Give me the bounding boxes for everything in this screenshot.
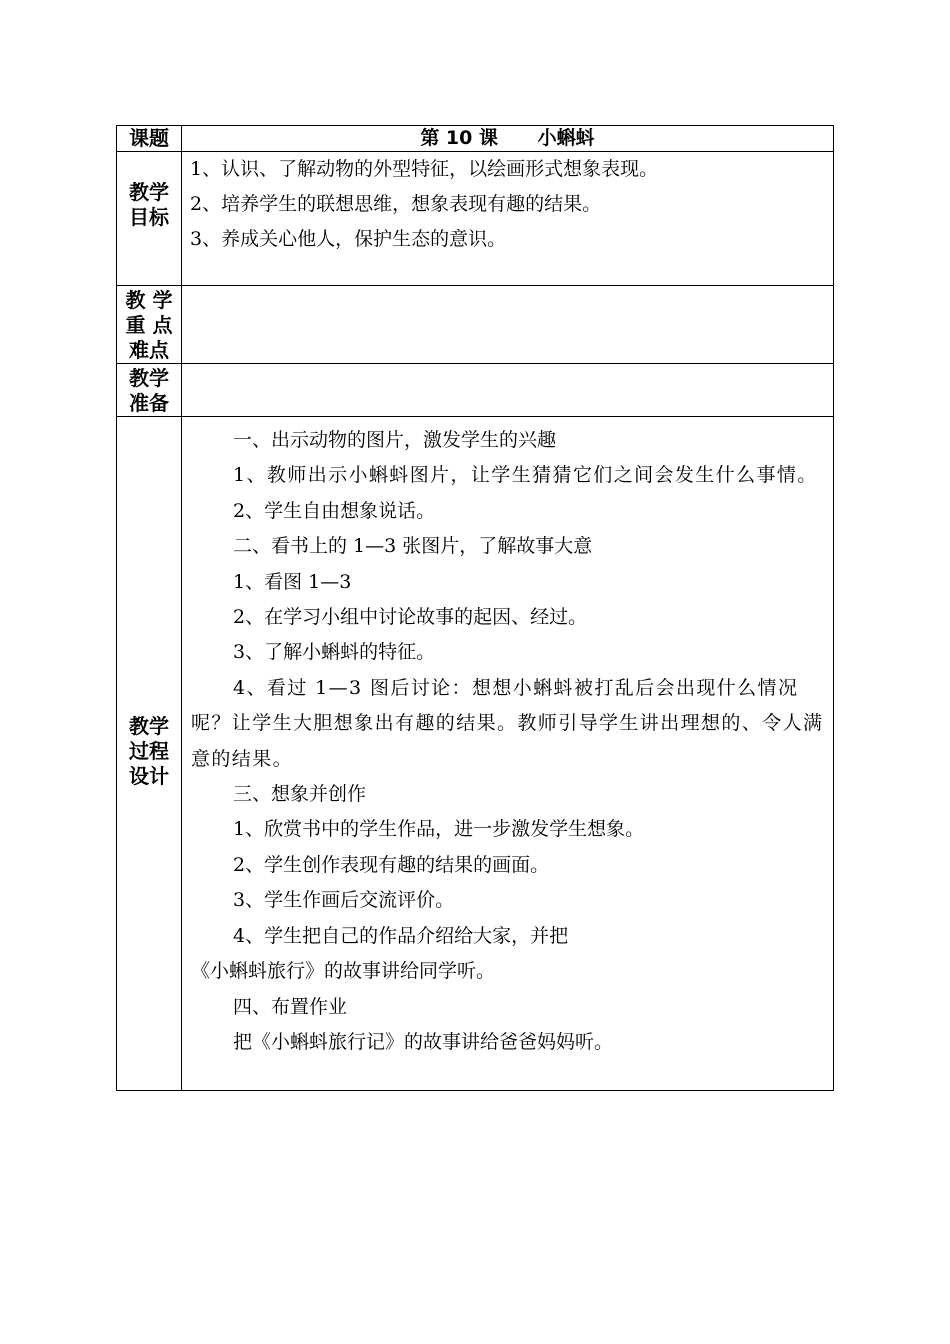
process-step: 4、看过 1—3 图后讨论：想想小蝌蚪被打乱后会出现什么情况呢？让学生大胆想象出有趣的结果。教师引导学生讲出理想的、令人满意的结果。 [191,676,824,770]
goals-content [182,152,834,286]
process-step: 2、学生创作表现有趣的结果的画面。 [233,853,550,876]
process-step: 2、学生自由想象说话。 [233,499,436,522]
process-step: 1、教师出示小蝌蚪图片，让学生猜猜它们之间会发生什么事情。 [233,464,818,487]
process-step: 1、看图 1—3 [233,570,352,593]
process-step: 1、欣赏书中的学生作品，进一步激发学生想象。 [233,818,645,841]
process-label: 教学 过程 设计 [117,417,182,1091]
goal-item: 1、认识、了解动物的外型特征，以绘画形式想象表现。 [190,158,659,180]
process-content [182,417,834,1091]
process-row [117,417,834,1091]
section-heading: 三、想象并创作 [233,783,367,806]
section-heading: 二、看书上的 1—3 张图片，了解故事大意 [233,535,593,558]
process-step: 《小蝌蚪旅行》的故事讲给同学听。 [191,960,496,983]
goal-item: 2、培养学生的联想思维，想象表现有趣的结果。 [190,193,602,215]
goals-row [117,152,834,286]
title-row [117,126,834,152]
key-points-row [117,286,834,364]
goal-item: 3、养成关心他人，保护生态的意识。 [190,228,507,250]
process-step: 4、学生把自己的作品介绍给大家，并把 [233,924,569,947]
lesson-plan-table [116,125,834,1091]
process-step: 3、了解小蝌蚪的特征。 [233,641,436,664]
process-step: 2、在学习小组中讨论故事的起因、经过。 [233,606,588,629]
preparation-content [182,364,834,417]
preparation-row [117,364,834,417]
key-points-content [182,286,834,364]
process-step: 把《小蝌蚪旅行记》的故事讲给爸爸妈妈听。 [233,1030,614,1053]
section-heading: 四、布置作业 [233,995,348,1018]
section-heading: 一、出示动物的图片，激发学生的兴趣 [233,429,557,451]
preparation-label: 教学 准备 [117,364,182,417]
lesson-title: 第 10 课 小蝌蚪 [182,126,834,152]
goals-label: 教学 目标 [117,152,182,286]
title-label: 课题 [117,126,182,152]
key-points-label: 教 学 重 点 难点 [117,286,182,364]
process-step: 3、学生作画后交流评价。 [233,889,455,912]
